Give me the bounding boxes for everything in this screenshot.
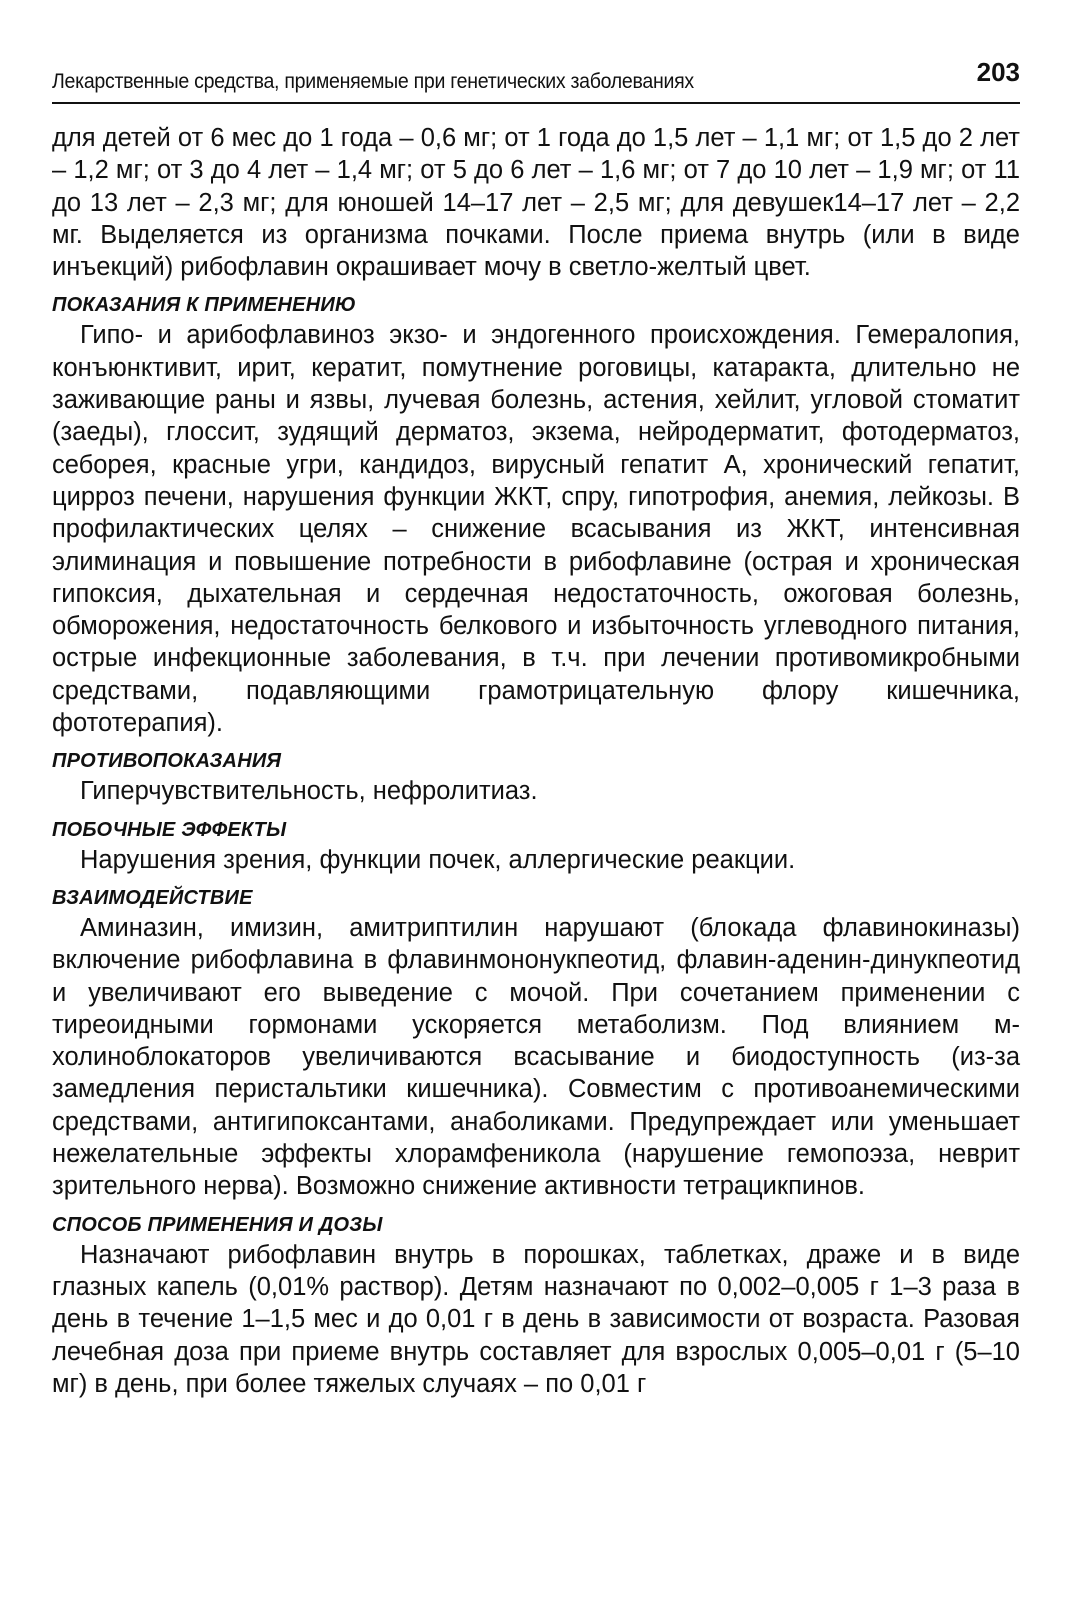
page-number: 203 — [976, 57, 1020, 87]
side-effects-text: Нарушения зрения, функции почек, аллергические реакции. — [80, 845, 796, 874]
interaction-text: Аминазин, имизин, амитриптилин нарушают (блокада флавинокиназы) включение рибофлавина в флавинмононукпеотид, флавин-аденин-динукпеотид и увеличивают его выведение с мочой. При сочетанием применении с тиреоидными гормонами ускоряется метаболизм. Под влиянием м-холиноблокаторов увеличиваются всасывание и биодоступность (из-за замедления перистальтики кишечника). Совместим с противоанемическими средствами, антигипоксантами, анаболиками. Предупреждает или уменьшает нежелательные эффекты хлорамфеникола (нарушение гемопоэза, неврит зрительного нерва). Возможно снижение активности тетрацикпинов. — [52, 913, 1020, 1201]
heading-interaction: ВЗАИМОДЕЙСТВИЕ — [52, 886, 253, 909]
heading-contraindications: ПРОТИВОПОКАЗАНИЯ — [52, 750, 282, 773]
indications-text: Гипо- и арибофлавиноз экзо- и эндогенного происхождения. Гемералопия, конъюнктивит, ирит, кератит, помутнение роговицы, катаракта, длительно не заживающие раны и язвы, лучевая болезнь, астения, хейлит, угловой стоматит (заеды), глоссит, зудящий дерматоз, экзема, нейродерматит, фотодерматоз, себорея, красные угри, кандидоз, вирусный гепатит А, хронический гепатит, цирроз печени, нарушения функции ЖКТ, спру, гипотрофия, анемия, лейкозы. В профилактических целях – снижение всасывания из ЖКТ, интенсивная элиминация и повышение потребности в рибофлавине (острая и хроническая гипоксия, дыхательная и сердечная недостаточность, ожоговая болезнь, обморожения, недостаточность белкового и избыточность углеводного питания, острые инфекционные заболевания, в т.ч. при лечении противомикробными средствами, подавляющими грамотрицательную флору кишечника, фототерапия). — [52, 321, 1020, 738]
book-page — [52, 52, 1020, 1400]
heading-side-effects: ПОБОЧНЫЕ ЭФФЕКТЫ — [52, 818, 287, 841]
heading-indications: ПОКАЗАНИЯ К ПРИМЕНЕНИЮ — [52, 294, 356, 317]
page-body — [52, 122, 1020, 1400]
dosage-text: Назначают рибофлавин внутрь в порошках, таблетках, драже и в виде глазных капель (0,01% раствор). Детям назначают по 0,002–0,005 г 1–3 раза в день в течение 1–1,5 мес и до 0,01 г в день в зависимости от возраста. Разовая лечебная доза при приеме внутрь составляет для взрослых 0,005–0,01 г (5–10 мг) в день, при более тяжелых случаях – по 0,01 г — [52, 1240, 1020, 1398]
heading-dosage: СПОСОБ ПРИМЕНЕНИЯ И ДОЗЫ — [52, 1213, 383, 1236]
contraindications-text: Гиперчувствительность, нефролитиаз. — [80, 777, 538, 806]
running-title: Лекарственные средства, применяемые при генетических заболеваниях — [52, 70, 694, 93]
running-header — [52, 52, 1020, 104]
intro-paragraph: для детей от 6 мес до 1 года – 0,6 мг; от 1 года до 1,5 лет – 1,1 мг; от 1,5 до 2 лет – 1,2 мг; от 3 до 4 лет – 1,4 мг; от 5 до 6 лет – 1,6 мг; от 7 до 10 лет – 1,9 мг; от 11 до 13 лет – 2,3 мг; для юношей 14–17 лет – 2,5 мг; для девушек14–17 лет – 2,2 мг. Выделяется из организма почками. После приема внутрь (или в виде инъекций) рибофлавин окрашивает мочу в светло-желтый цвет. — [52, 124, 1020, 282]
